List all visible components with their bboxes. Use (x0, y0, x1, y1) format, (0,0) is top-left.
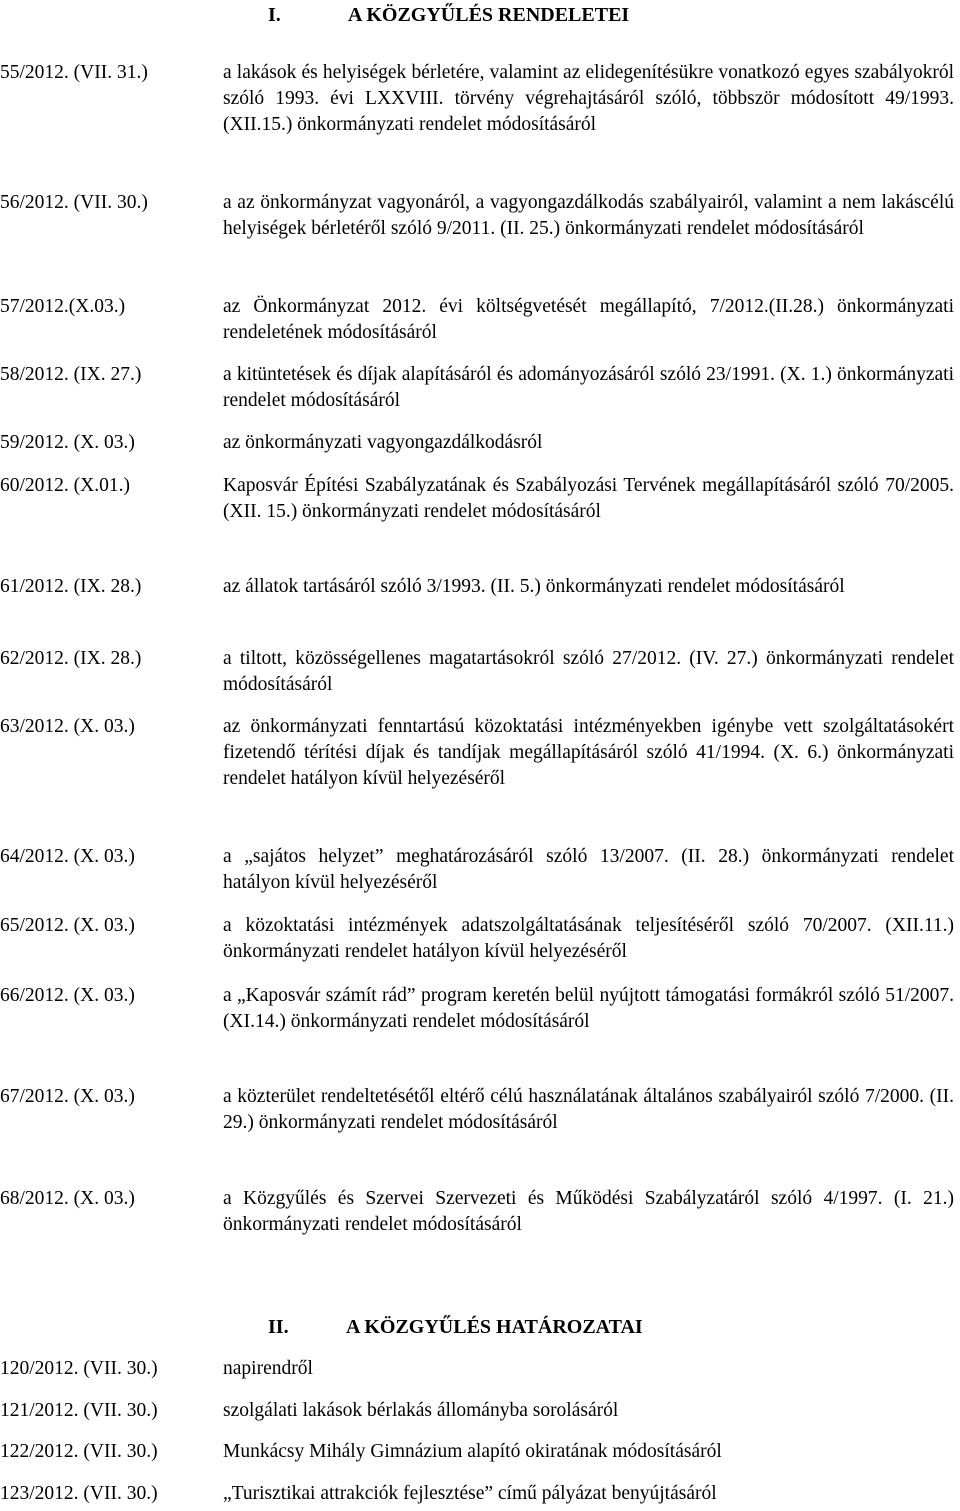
ordinance-title: Kaposvár Építési Szabályzatának és Szabályozási Tervének megállapításáról szóló 70/2005. (XII. 15.) önkormányzati rendelet módosításáról (223, 475, 954, 522)
ordinance-title: a közoktatási intézmények adatszolgáltatásának teljesítéséről szóló 70/2007. (XII.11.) önkormányzati rendelet hatályon kívül helyezéséről (223, 915, 954, 962)
ordinance-number: 62/2012. (IX. 28.) (0, 648, 142, 669)
ordinance-number: 55/2012. (VII. 31.) (0, 62, 148, 83)
ordinance-title: a Közgyűlés és Szervei Szervezeti és Működési Szabályzatáról szóló 4/1997. (I. 21.) önkormányzati rendelet módosításáról (223, 1188, 954, 1235)
resolution-number: 122/2012. (VII. 30.) (0, 1441, 158, 1462)
section-heading-ordinances (268, 2, 629, 28)
resolution-title: Munkácsy Mihály Gimnázium alapító okiratának módosításáról (223, 1441, 722, 1462)
section-title: A KÖZGYŰLÉS HATÁROZATAI (346, 1316, 643, 1338)
ordinance-title: az állatok tartásáról szóló 3/1993. (II. 5.) önkormányzati rendelet módosításáról (223, 576, 845, 597)
ordinance-title: a közterület rendeltetésétől eltérő célú használatának általános szabályairól szóló 7/2000. (II. 29.) önkormányzati rendelet módosításáról (223, 1086, 954, 1133)
ordinance-title: az önkormányzati fenntartású közoktatási intézményekben igénybe vett szolgáltatásokért fizetendő térítési díjak és tandíjak megállapításáról szóló 41/1994. (X. 6.) önkormányzati rendelet hatályon kívül helyezéséről (223, 716, 954, 789)
ordinance-number: 61/2012. (IX. 28.) (0, 576, 142, 597)
ordinance-number: 60/2012. (X.01.) (0, 475, 130, 496)
ordinance-title: a „sajátos helyzet” meghatározásáról szóló 13/2007. (II. 28.) önkormányzati rendelet hatályon kívül helyezéséről (223, 846, 954, 893)
ordinance-number: 58/2012. (IX. 27.) (0, 364, 142, 385)
resolution-number: 121/2012. (VII. 30.) (0, 1400, 158, 1421)
section-numeral: II. (268, 1316, 289, 1338)
resolution-number: 120/2012. (VII. 30.) (0, 1358, 158, 1379)
ordinance-title: a „Kaposvár számít rád” program keretén belül nyújtott támogatási formákról szóló 51/2007.(XI.14.) önkormányzati rendelet módosításáról (223, 985, 954, 1032)
ordinance-number: 65/2012. (X. 03.) (0, 915, 135, 936)
ordinance-title: a tiltott, közösségellenes magatartásokról szóló 27/2012. (IV. 27.) önkormányzati rendelet módosításáról (223, 648, 954, 695)
ordinance-number: 57/2012.(X.03.) (0, 296, 126, 317)
ordinance-number: 67/2012. (X. 03.) (0, 1086, 135, 1107)
ordinance-title: az Önkormányzat 2012. évi költségvetését megállapító, 7/2012.(II.28.) önkormányzati rendeletének módosításáról (223, 296, 954, 343)
ordinance-title: a lakások és helyiségek bérletére, valamint az elidegenítésükre vonatkozó egyes szabályokról szóló 1993. évi LXXVIII. törvény végrehajtásáról szóló, többször módosított 49/1993.(XII.15.) önkormányzati rendelet módosításáról (223, 62, 954, 135)
ordinance-number: 66/2012. (X. 03.) (0, 985, 135, 1006)
ordinance-number: 56/2012. (VII. 30.) (0, 192, 148, 213)
ordinance-number: 68/2012. (X. 03.) (0, 1188, 135, 1209)
section-heading-resolutions (268, 1314, 643, 1340)
ordinance-number: 59/2012. (X. 03.) (0, 432, 135, 453)
ordinance-title: az önkormányzati vagyongazdálkodásról (223, 432, 543, 453)
section-title: A KÖZGYŰLÉS RENDELETEI (348, 4, 630, 26)
resolution-title: szolgálati lakások bérlakás állományba sorolásáról (223, 1400, 619, 1421)
section-numeral: I. (268, 4, 281, 26)
ordinance-title: a kitüntetések és díjak alapításáról és adományozásáról szóló 23/1991. (X. 1.) önkormányzati rendelet módosításáról (223, 364, 954, 411)
ordinance-number: 63/2012. (X. 03.) (0, 716, 135, 737)
ordinance-number: 64/2012. (X. 03.) (0, 846, 135, 867)
resolution-title: napirendről (223, 1358, 313, 1379)
resolution-title: „Turisztikai attrakciók fejlesztése” című pályázat benyújtásáról (223, 1483, 717, 1504)
resolution-number: 123/2012. (VII. 30.) (0, 1483, 158, 1504)
ordinance-title: a az önkormányzat vagyonáról, a vagyongazdálkodás szabályairól, valamint a nem lakáscélú helyiségek bérletéről szóló 9/2011. (II. 25.) önkormányzati rendelet módosításáról (223, 192, 954, 239)
